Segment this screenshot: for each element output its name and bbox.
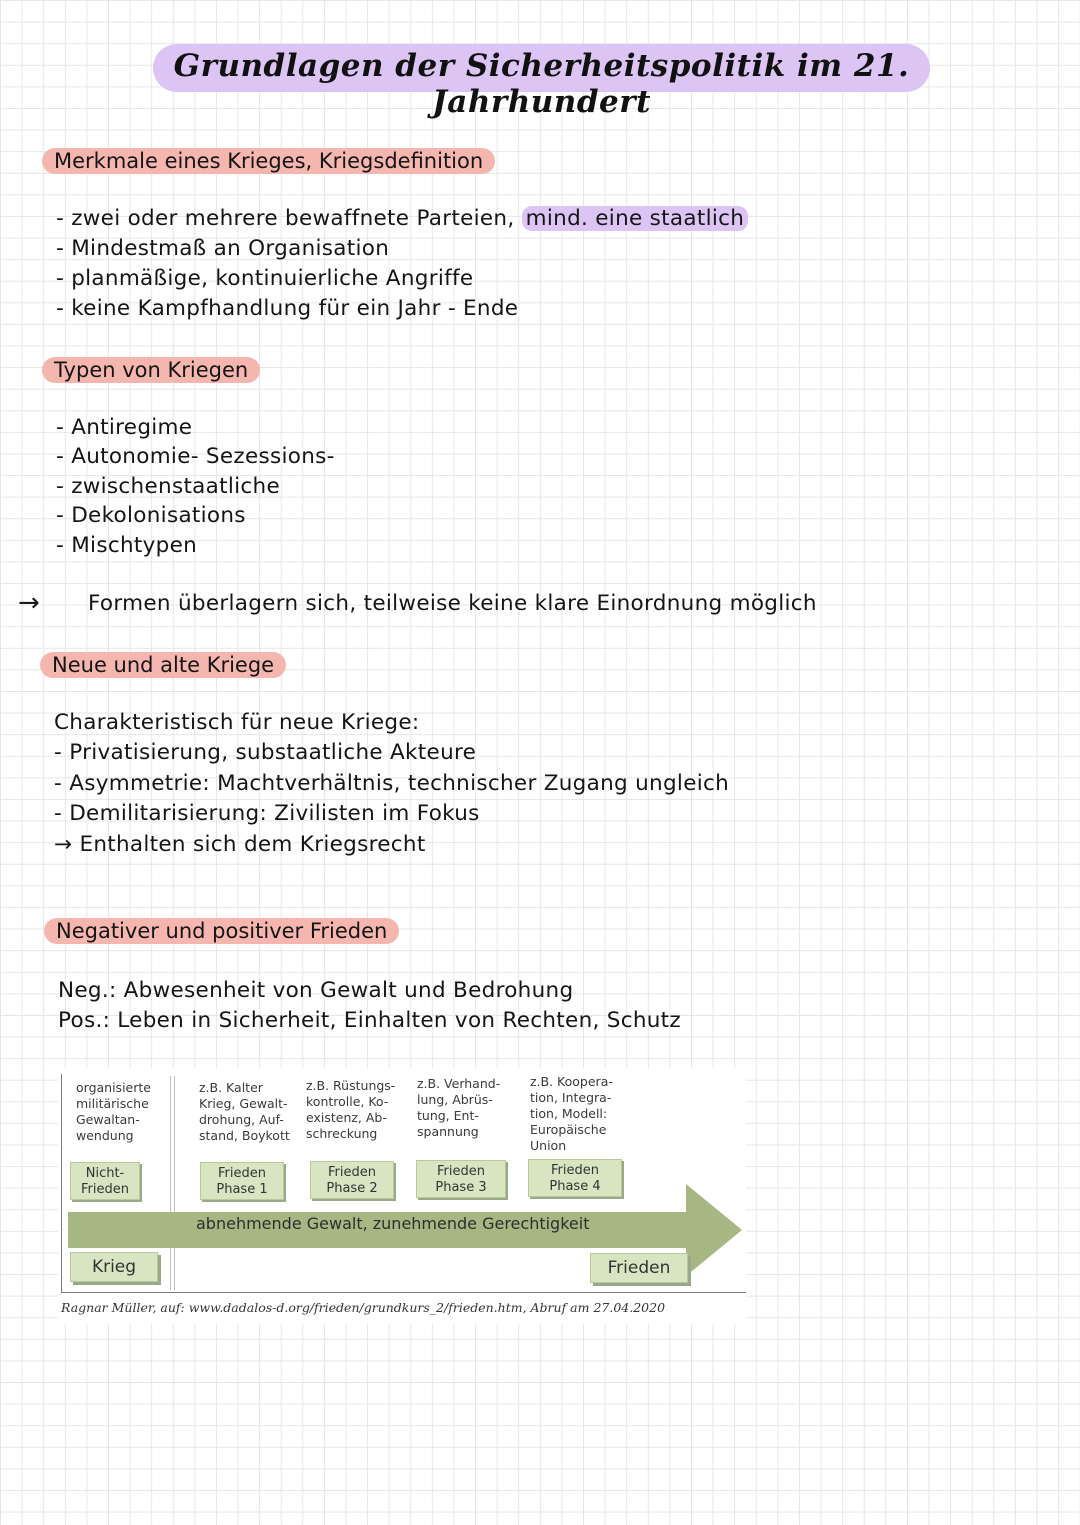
merkmale-item-1-text: - zwei oder mehrere bewaffnete Parteien, (56, 206, 515, 231)
neue-kriege-item-1: - Privatisierung, substaatliche Akteure (54, 740, 477, 765)
page-title: Grundlagen der Sicherheitspolitik im 21. Jahrhundert (173, 48, 910, 120)
figure-separator (170, 1076, 175, 1290)
typen-item-5: - Mischtypen (56, 533, 198, 558)
krieg-label-box: Krieg (70, 1252, 158, 1282)
phase-box-1: Frieden Phase 1 (200, 1162, 284, 1200)
phase-box-3: Frieden Phase 3 (416, 1160, 506, 1198)
heading-merkmale: Merkmale eines Krieges, Kriegsdefinition (42, 148, 495, 174)
typen-item-2: - Autonomie- Sezessions- (56, 444, 335, 469)
neue-kriege-item-3: - Demilitarisierung: Zivilisten im Fokus (54, 801, 480, 826)
merkmale-item-2: - Mindestmaß an Organisation (56, 236, 390, 261)
progress-arrow-head-icon (686, 1184, 742, 1276)
merkmale-item-3: - planmäßige, kontinuierliche Angriffe (56, 266, 474, 291)
frieden-label-box: Frieden (590, 1253, 688, 1283)
heading-typen: Typen von Kriegen (42, 357, 260, 383)
neue-kriege-intro: Charakteristisch für neue Kriege: (54, 710, 420, 735)
phase-desc-3: z.B. Verhand- lung, Abrüs- tung, Ent- spannung (417, 1076, 501, 1139)
typen-item-3: - zwischenstaatliche (56, 474, 280, 499)
typen-item-4: - Dekolonisations (56, 503, 246, 528)
phase-desc-2: z.B. Rüstungs- kontrolle, Ko- existenz, Ab- schreckung (306, 1078, 396, 1141)
typen-item-1: - Antiregime (56, 415, 193, 440)
merkmale-item-1-highlight: mind. eine staatlich (522, 206, 749, 231)
title-highlight (153, 44, 930, 120)
progress-arrow-label: abnehmende Gewalt, zunehmende Gerechtigkeit (196, 1214, 590, 1233)
figure-caption: Ragnar Müller, auf: www.dadalos-d.org/frieden/grundkurs_2/frieden.htm, Abruf am 27.04.2020 (61, 1300, 666, 1315)
frieden-positiv: Pos.: Leben in Sicherheit, Einhalten von Rechten, Schutz (58, 1008, 681, 1033)
phase-box-2: Frieden Phase 2 (310, 1161, 394, 1199)
frieden-negativ: Neg.: Abwesenheit von Gewalt und Bedrohung (58, 978, 574, 1003)
heading-frieden: Negativer und positiver Frieden (44, 918, 399, 944)
peace-phases-figure (58, 1068, 746, 1324)
typen-conclusion: Formen überlagern sich, teilweise keine klare Einordnung möglich (88, 591, 817, 616)
merkmale-item-1 (56, 206, 748, 231)
phase-box-4: Frieden Phase 4 (528, 1159, 622, 1197)
arrow-right-icon: → (18, 588, 40, 618)
phase-desc-4: z.B. Koopera- tion, Integra- tion, Modell: Europäische Union (530, 1074, 613, 1153)
heading-neue-alte: Neue und alte Kriege (40, 652, 286, 678)
merkmale-item-4: - keine Kampfhandlung für ein Jahr - Ende (56, 296, 519, 321)
phase-desc-1: z.B. Kalter Krieg, Gewalt- drohung, Auf- stand, Boykott (199, 1080, 290, 1143)
neue-kriege-item-2: - Asymmetrie: Machtverhältnis, technischer Zugang ungleich (54, 771, 730, 796)
phase-desc-nicht-frieden: organisierte militärische Gewaltan- wendung (76, 1080, 151, 1143)
neue-kriege-item-4: → Enthalten sich dem Kriegsrecht (54, 832, 426, 857)
phase-box-nicht-frieden: Nicht- Frieden (70, 1162, 140, 1200)
